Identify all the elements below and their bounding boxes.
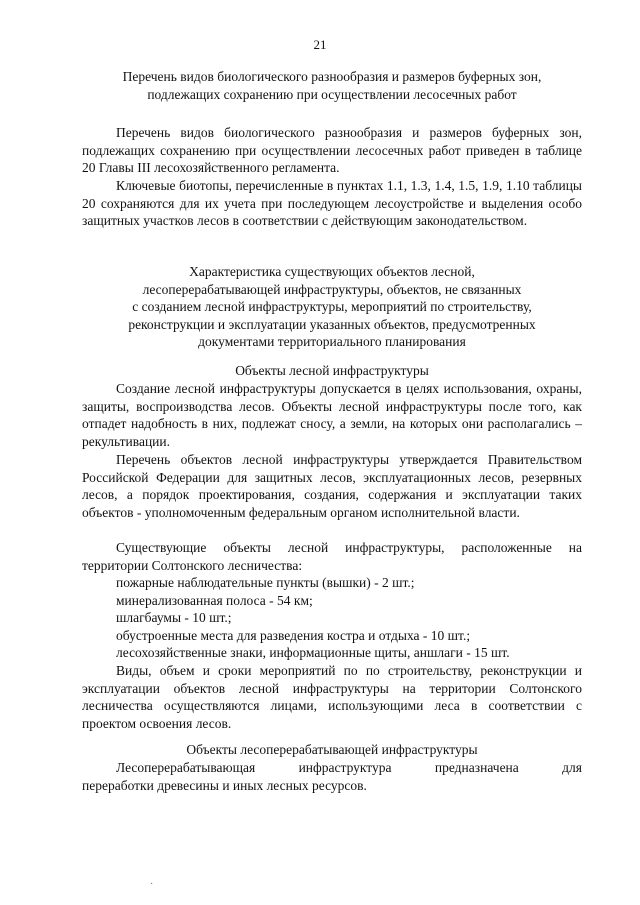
list-item: лесохозяйственные знаки, информационные щиты, аншлаги - 15 шт. [116, 645, 510, 661]
heading-processing-infrastructure: Объекты лесоперерабатывающей инфраструктуры [186, 742, 478, 757]
paragraph-biotopes: Ключевые биотопы, перечисленные в пунктах 1.1, 1.3, 1.4, 1.5, 1.9, 1.10 таблицы 20 сохраняются для их учета при последующем лесоустройстве и выделения особо защитных участков лесов в соответствии с действующим законодательством. [82, 178, 582, 229]
list-item: минерализованная полоса - 54 км; [116, 592, 313, 608]
paragraph-infrastructure-list-approval: Перечень объектов лесной инфраструктуры утверждается Правительством Российской Федерации для защитных лесов, эксплуатационных лесов, резервных лесов, а порядок проектирования, создания, содержания и эксплуатации таких объектов - уполномоченным федеральным органом исполнительной власти. [82, 452, 582, 520]
existing-objects-list [82, 574, 582, 662]
list-item: шлагбаумы - 10 шт.; [116, 610, 232, 626]
page-number: 21 [313, 37, 327, 52]
paragraph-biodiversity-list: Перечень видов биологического разнообразия и размеров буферных зон, подлежащих сохранению при осуществлении лесосечных работ приведен в таблице 20 Главы III лесохозяйственного регламента. [82, 125, 582, 176]
heading-infrastructure-characteristics: Характеристика существующих объектов лесной, лесоперерабатывающей инфраструктуры, объектов, не связанных с созданием лесной инфраструктуры, мероприятий по строительству, реконструкции и эксплуатации указанных объектов, предусмотренных документами территориального планирования [128, 264, 536, 350]
paragraph-infrastructure-creation: Создание лесной инфраструктуры допускается в целях использования, охраны, защиты, воспроизводства лесов. Объекты лесной инфраструктуры после того, как отпадет надобность в них, подлежат сносу, а земли, на которых они располагались – рекультивации. [82, 381, 582, 449]
paragraph-activities: Виды, объем и сроки мероприятий по по строительству, реконструкции и эксплуатации объектов лесной инфраструктуры на территории Солтонского лесничества осуществляются лицами, использующими леса в соответствии с проектом освоения лесов. [82, 663, 582, 731]
list-item: обустроенные места для разведения костра и отдыха - 10 шт.; [116, 627, 471, 643]
scan-speck: · [150, 879, 154, 890]
paragraph-processing-infrastructure: Лесоперерабатывающая инфраструктура предназначена для переработки древесины и иных лесных ресурсов. [82, 760, 582, 793]
heading-biodiversity: Перечень видов биологического разнообразия и размеров буферных зон, подлежащих сохранению при осуществлении лесосечных работ [122, 69, 542, 102]
heading-forest-infrastructure: Объекты лесной инфраструктуры [235, 363, 429, 378]
list-item: пожарные наблюдательные пункты (вышки) - 2 шт.; [116, 575, 415, 590]
paragraph-existing-objects: Существующие объекты лесной инфраструктуры, расположенные на территории Солтонского лесничества: [82, 540, 582, 573]
